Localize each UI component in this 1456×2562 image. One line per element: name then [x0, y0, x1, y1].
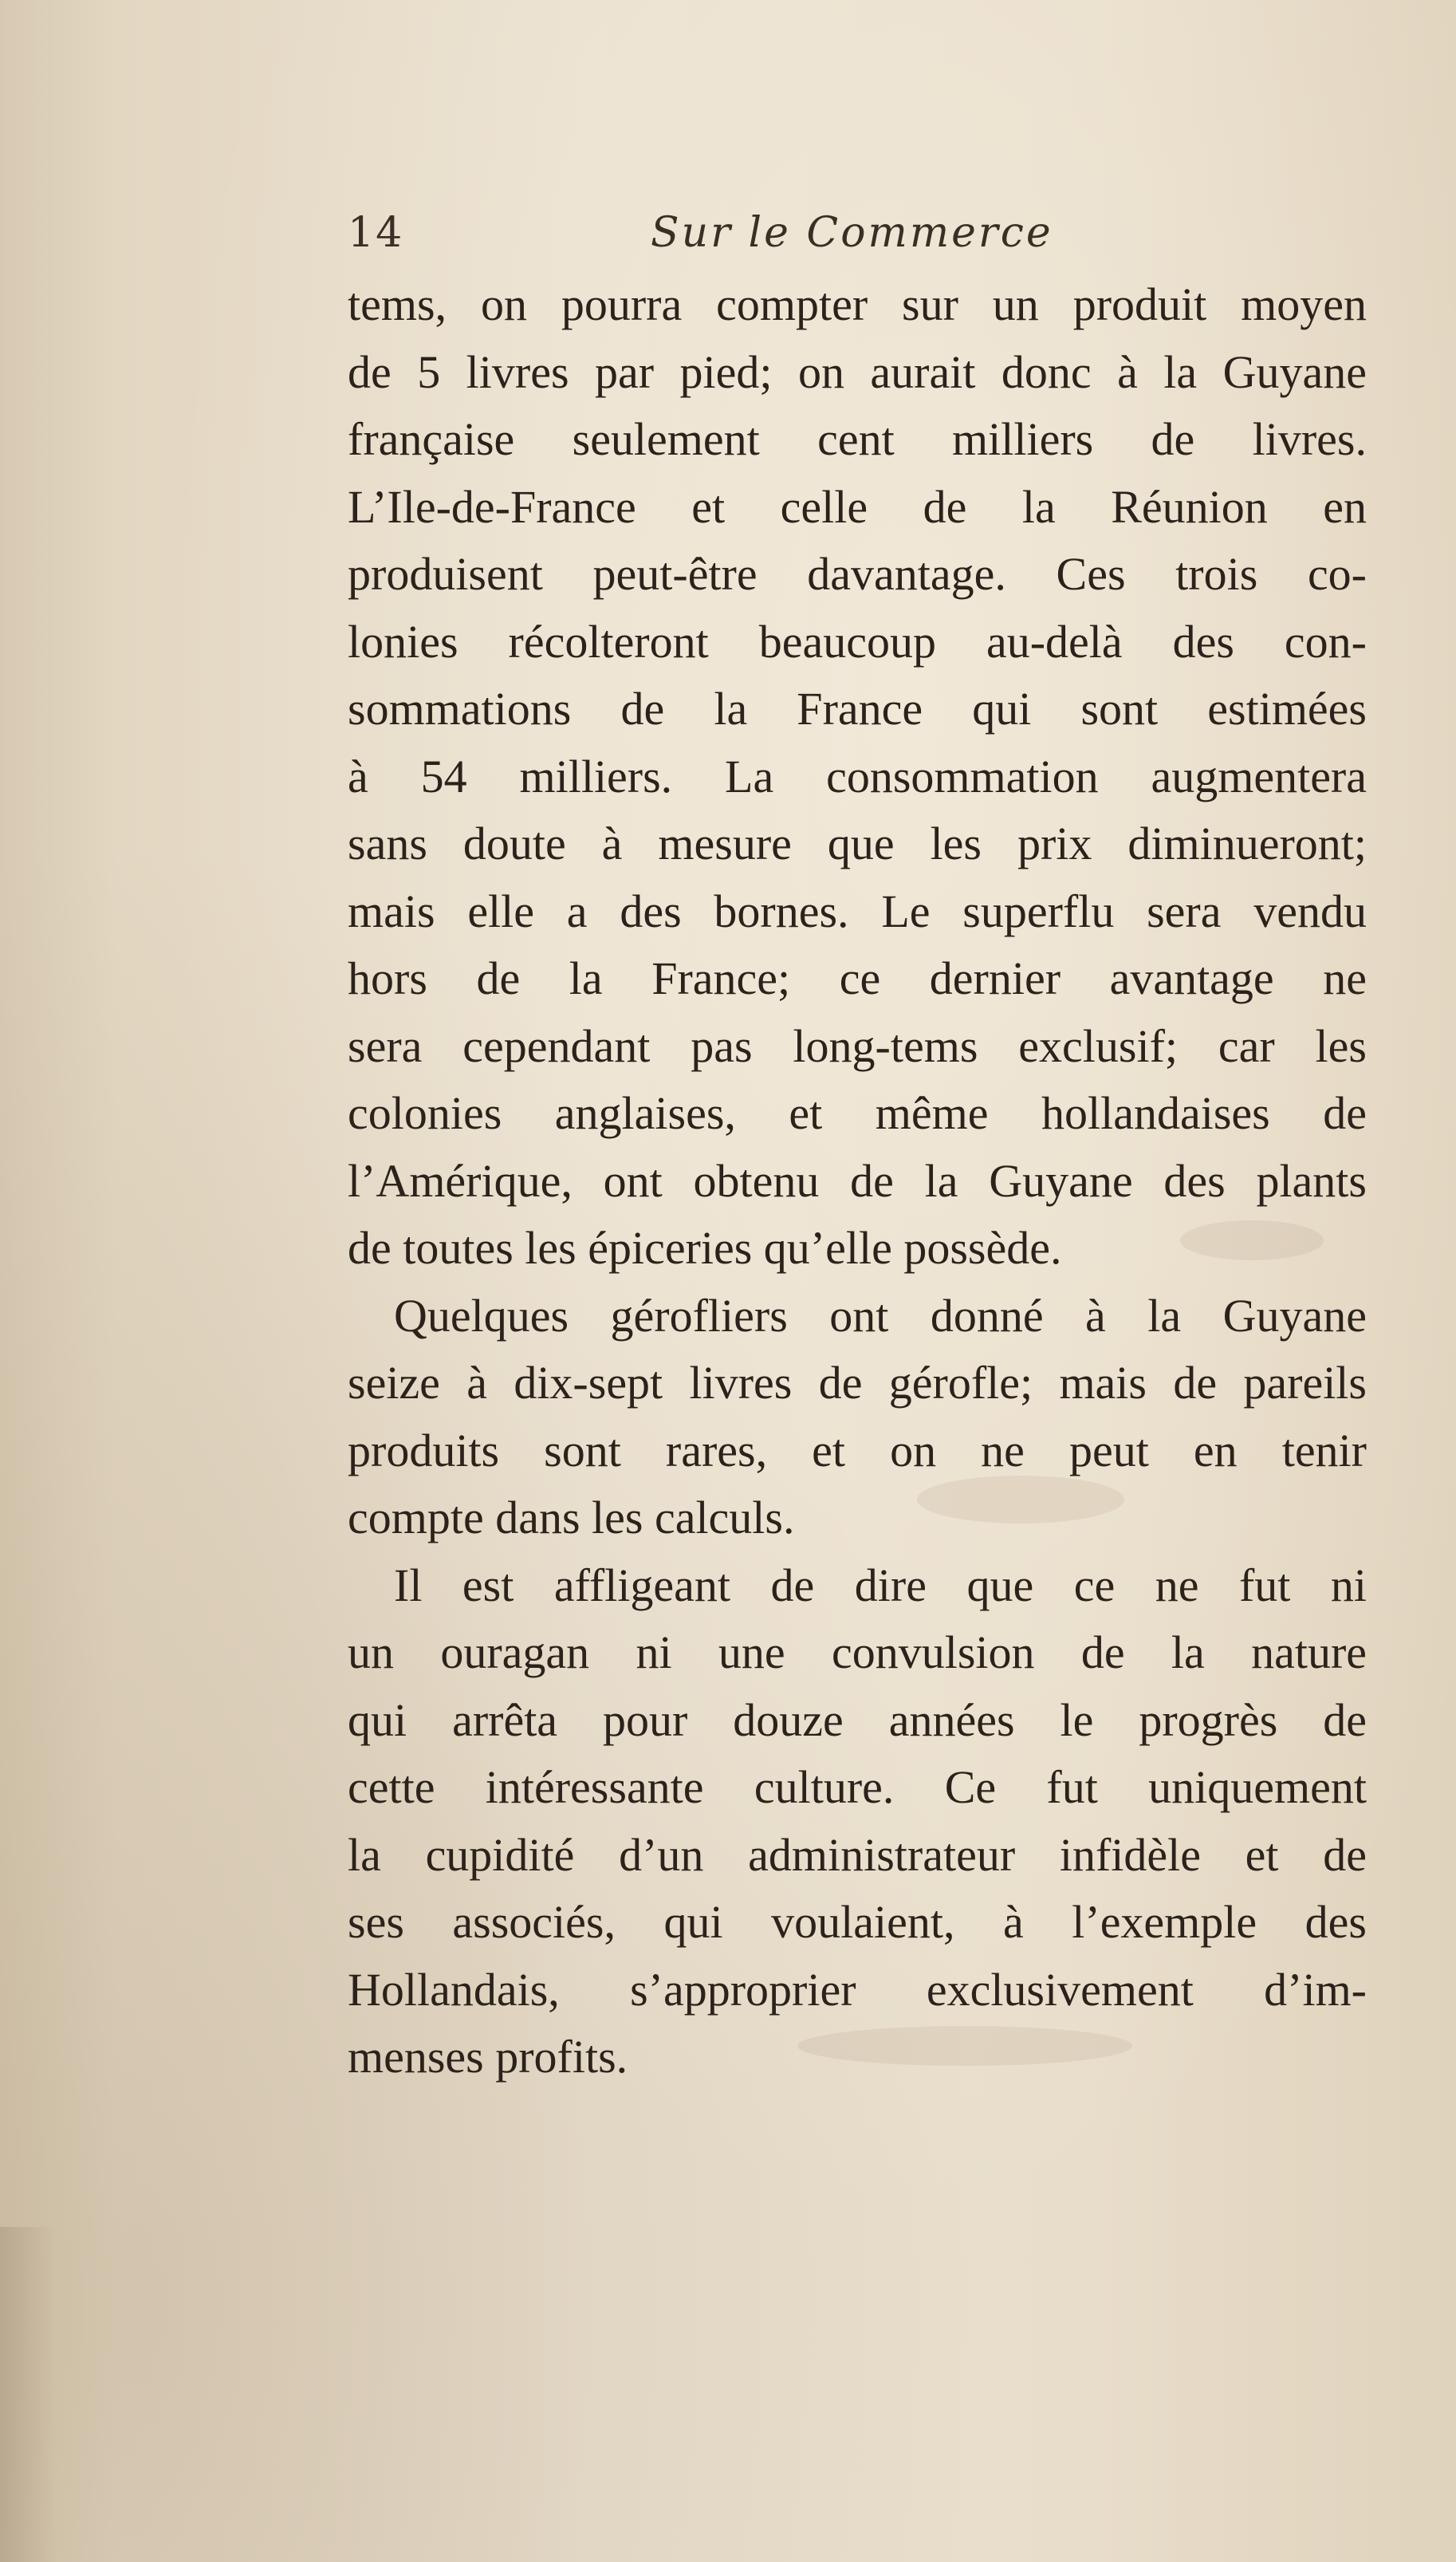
text-line: un ouragan ni une convulsion de la nature [348, 1626, 1367, 1678]
text-line: Quelques gérofliers ont donné à la Guyane [394, 1289, 1367, 1342]
text-line: sommations de la France qui sont estimées [348, 683, 1367, 735]
text-line: menses profits. [348, 2031, 628, 2083]
text-line: tems, on pourra compter sur un produit moyen [348, 278, 1367, 330]
text-line: ses associés, qui voulaient, à l’exemple des [348, 1896, 1367, 1948]
text-line: produisent peut-être davantage. Ces trois co- [348, 548, 1367, 600]
text-line: colonies anglaises, et même hollandaises de [348, 1087, 1367, 1139]
paragraph [348, 271, 1367, 1283]
text-line: française seulement cent milliers de livres. [348, 413, 1367, 465]
text-line: de toutes les épiceries qu’elle possède. [348, 1222, 1062, 1274]
text-line: mais elle a des bornes. Le superflu sera vendu [348, 885, 1367, 937]
text-line: à 54 milliers. La consommation augmentera [348, 750, 1367, 802]
text-line: Hollandais, s’approprier exclusivement d’im- [348, 1963, 1367, 2016]
running-title: Sur le Commerce [651, 209, 1053, 257]
paragraph [348, 1283, 1367, 1552]
text-line: produits sont rares, et on ne peut en tenir [348, 1424, 1367, 1476]
text-line: l’Amérique, ont obtenu de la Guyane des plants [348, 1154, 1367, 1207]
body-text [348, 271, 1367, 2091]
paragraph [348, 1552, 1367, 2091]
text-line: Il est affligeant de dire que ce ne fut ni [394, 1559, 1367, 1611]
text-line: qui arrêta pour douze années le progrès de [348, 1693, 1367, 1746]
page-number: 14 [348, 209, 404, 257]
text-line: lonies récolteront beaucoup au-delà des con- [348, 615, 1367, 668]
running-head [348, 209, 1384, 273]
text-line: hors de la France; ce dernier avantage ne [348, 952, 1367, 1004]
text-line: sans doute à mesure que les prix diminueront; [348, 818, 1367, 869]
text-line: L’Ile-de-France et celle de la Réunion en [348, 480, 1367, 533]
text-line: seize à dix-sept livres de gérofle; mais de pareils [348, 1357, 1367, 1409]
text-line: cette intéressante culture. Ce fut uniquement [348, 1761, 1367, 1813]
text-line: la cupidité d’un administrateur infidèle et de [348, 1828, 1367, 1881]
page-edge-shadow [0, 2227, 56, 2562]
text-line: de 5 livres par pied; on aurait donc à la Guyane [348, 345, 1367, 398]
text-line: compte dans les calculs. [348, 1492, 795, 1543]
text-line: sera cependant pas long-tems exclusif; car les [348, 1019, 1367, 1072]
